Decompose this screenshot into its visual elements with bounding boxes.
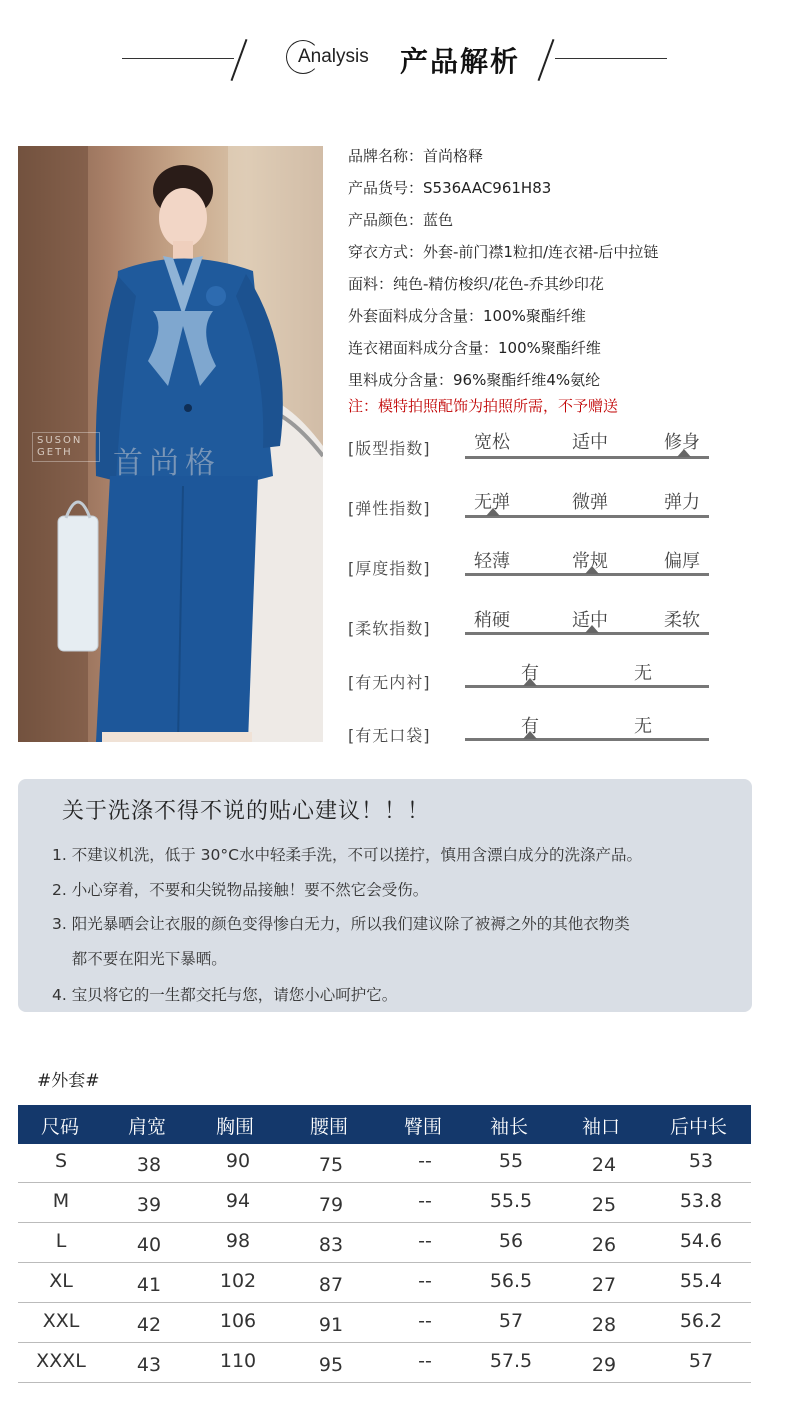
watermark-cn: 首尚格 [113, 446, 221, 481]
size-cell: 57.5 [489, 1350, 533, 1372]
index-scale-line [465, 515, 709, 518]
care-item: 2. 小心穿着，不要和尖锐物品接触！要不然它会受伤。 [52, 881, 429, 899]
size-cell: 56.5 [489, 1270, 533, 1292]
index-option: 稍硬 [474, 610, 510, 631]
index-option: 有 [521, 716, 539, 737]
size-cell: 55.5 [489, 1190, 533, 1212]
size-row-divider [18, 1262, 751, 1263]
index-option: 偏厚 [664, 551, 700, 572]
index-label-softness: [柔软指数] [348, 619, 431, 638]
size-cell: 56 [498, 1230, 524, 1252]
size-col-header: 腰围 [310, 1116, 349, 1138]
index-option: 适中 [572, 432, 608, 453]
size-cell: -- [418, 1190, 432, 1212]
index-label-elasticity: [弹性指数] [348, 499, 431, 518]
header-slash-right [538, 39, 555, 81]
size-cell: 24 [591, 1154, 617, 1176]
size-cell-name: S [54, 1150, 68, 1172]
spec-fabric: 面料：纯色-精仿梭织/花色-乔其纱印花 [348, 275, 604, 293]
size-cell: 94 [225, 1190, 251, 1212]
size-cell: 57 [498, 1310, 524, 1332]
spec-wear-style: 穿衣方式：外套-前门襟1粒扣/连衣裙-后中拉链 [348, 243, 659, 261]
size-cell: 106 [219, 1310, 257, 1332]
header-rule-left [122, 58, 234, 59]
index-option: 有 [521, 663, 539, 684]
care-item: 1. 不建议机洗，低于 30°C水中轻柔手洗，不可以搓拧，慎用含漂白成分的洗涤产品。 [52, 846, 642, 864]
size-cell-name: M [52, 1190, 70, 1212]
size-col-header: 肩宽 [128, 1116, 167, 1138]
index-label-fit: [版型指数] [348, 439, 431, 458]
index-option: 柔软 [664, 610, 700, 631]
size-cell: 26 [591, 1234, 617, 1256]
size-cell: 29 [591, 1354, 617, 1376]
spec-dress-composition: 连衣裙面料成分含量：100%聚酯纤维 [348, 339, 601, 357]
index-scale-line [465, 456, 709, 459]
size-row-divider [18, 1342, 751, 1343]
size-cell: 40 [136, 1234, 162, 1256]
size-cell: 56.2 [679, 1310, 723, 1332]
size-col-header: 臀围 [404, 1116, 443, 1138]
spec-color: 产品颜色：蓝色 [348, 211, 454, 229]
header-slash-left [231, 39, 248, 81]
index-marker-icon [585, 566, 599, 574]
index-marker-icon [585, 625, 599, 633]
index-marker-icon [523, 678, 537, 686]
size-cell: 102 [219, 1270, 257, 1292]
index-option: 无 [634, 716, 652, 737]
size-cell: 41 [136, 1274, 162, 1296]
index-marker-icon [486, 508, 500, 516]
index-label-pocket: [有无口袋] [348, 726, 431, 745]
product-photo [18, 146, 323, 742]
spec-note: 注：模特拍照配饰为拍照所需，不予赠送 [348, 397, 619, 415]
size-cell: 27 [591, 1274, 617, 1296]
size-col-header: 尺码 [41, 1116, 80, 1138]
size-col-header: 胸围 [216, 1116, 255, 1138]
size-row-divider [18, 1382, 751, 1383]
index-scale-line [465, 738, 709, 741]
index-marker-icon [523, 731, 537, 739]
size-cell: -- [418, 1270, 432, 1292]
care-item: 3. 阳光暴晒会让衣服的颜色变得惨白无力，所以我们建议除了被褥之外的其他衣物类 [52, 915, 630, 933]
size-cell: 110 [219, 1350, 257, 1372]
index-option: 宽松 [474, 432, 510, 453]
size-cell: 57 [688, 1350, 714, 1372]
size-cell: 95 [318, 1354, 344, 1376]
size-cell: 83 [318, 1234, 344, 1256]
size-cell: 87 [318, 1274, 344, 1296]
size-cell: 38 [136, 1154, 162, 1176]
care-title: 关于洗涤不得不说的贴心建议！！！ [62, 799, 431, 824]
index-option: 轻薄 [474, 551, 510, 572]
index-option: 微弹 [572, 492, 608, 513]
spec-item-number: 产品货号：S536AAC961H83 [348, 179, 552, 197]
index-option: 常规 [572, 551, 608, 572]
size-col-header: 袖长 [490, 1116, 529, 1138]
size-table-label: #外套# [37, 1071, 100, 1091]
spec-lining-composition: 里料成分含量：96%聚酯纤维4%氨纶 [348, 371, 601, 389]
size-cell: 28 [591, 1314, 617, 1336]
size-cell: 54.6 [679, 1230, 723, 1252]
size-cell: 55.4 [679, 1270, 723, 1292]
care-item: 都不要在阳光下暴晒。 [52, 950, 227, 968]
size-cell: 53.8 [679, 1190, 723, 1212]
index-label-lining: [有无内衬] [348, 673, 431, 692]
size-cell: 53 [688, 1150, 714, 1172]
size-cell: -- [418, 1230, 432, 1252]
size-cell: 91 [318, 1314, 344, 1336]
index-marker-icon [677, 449, 691, 457]
size-cell: 79 [318, 1194, 344, 1216]
size-cell-name: XXL [42, 1310, 80, 1332]
size-cell-name: XL [49, 1270, 73, 1292]
size-row-divider [18, 1222, 751, 1223]
size-row-divider [18, 1302, 751, 1303]
size-cell: -- [418, 1350, 432, 1372]
index-option: 适中 [572, 610, 608, 631]
spec-brand: 品牌名称：首尚格释 [348, 147, 484, 165]
size-col-header: 袖口 [582, 1116, 621, 1138]
care-item: 4. 宝贝将它的一生都交托与您，请您小心呵护它。 [52, 986, 398, 1004]
size-row-divider [18, 1182, 751, 1183]
size-cell: 39 [136, 1194, 162, 1216]
header-rule-right [555, 58, 667, 59]
spec-jacket-composition: 外套面料成分含量：100%聚酯纤维 [348, 307, 586, 325]
size-col-header: 后中长 [670, 1116, 728, 1138]
index-option: 无弹 [474, 492, 510, 513]
analysis-label: Analysis [298, 46, 369, 67]
size-cell: 98 [225, 1230, 251, 1252]
page-title: 产品解析 [400, 45, 521, 78]
watermark-brand: SUSON GETH [32, 432, 100, 462]
index-option: 修身 [664, 432, 700, 453]
size-cell: 43 [136, 1354, 162, 1376]
size-cell: -- [418, 1150, 432, 1172]
size-cell: 55 [498, 1150, 524, 1172]
index-scale-line [465, 685, 709, 688]
size-cell: 75 [318, 1154, 344, 1176]
size-cell-name: XXXL [36, 1350, 86, 1372]
size-cell: 42 [136, 1314, 162, 1336]
size-cell: 25 [591, 1194, 617, 1216]
size-cell-name: L [55, 1230, 67, 1252]
index-label-thickness: [厚度指数] [348, 559, 431, 578]
index-option: 无 [634, 663, 652, 684]
index-option: 弹力 [664, 492, 700, 513]
size-cell: -- [418, 1310, 432, 1332]
size-cell: 90 [225, 1150, 251, 1172]
